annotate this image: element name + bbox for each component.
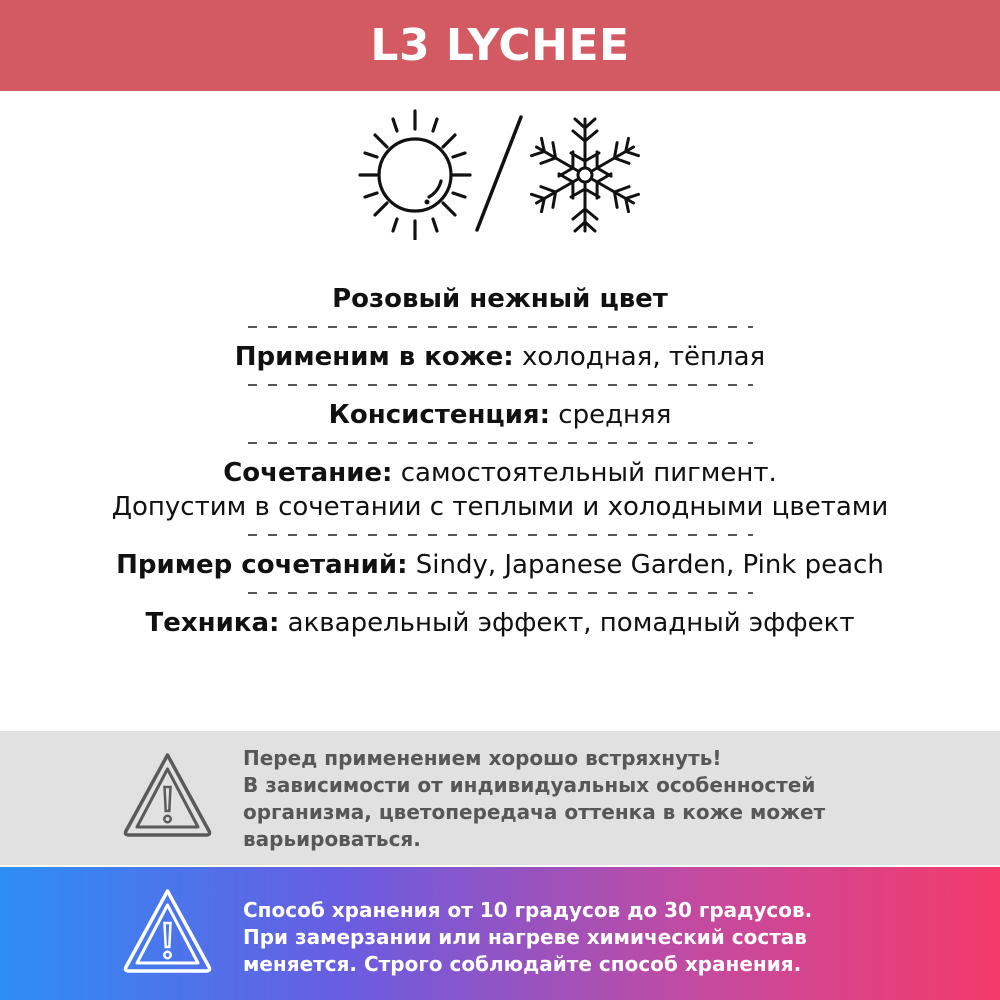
combination-details: Допустим в сочетании с теплыми и холодными цветами (111, 492, 889, 522)
dashed-divider (248, 326, 753, 328)
consistency-value: средняя (550, 400, 672, 430)
combination-label: Сочетание: (223, 458, 393, 488)
examples-row (116, 548, 884, 582)
dashed-divider (248, 442, 753, 444)
sun-icon (360, 111, 470, 239)
technique-label: Техника: (145, 608, 280, 638)
storage-notice-text: Способ хранения от 10 градусов до 30 градусов. При замерзании или нагреве химический состав меняется. Строго соблюдайте способ хранения. (243, 898, 813, 976)
warning-icon (120, 749, 215, 844)
skin-type-value: холодная, тёплая (513, 342, 766, 372)
skin-type-label: Применим в коже: (234, 342, 514, 372)
dashed-divider (248, 384, 753, 386)
product-specs (0, 282, 1000, 640)
examples-value: Sindy, Japanese Garden, Pink peach (407, 550, 884, 580)
warning-icon (120, 885, 215, 980)
header-banner (0, 0, 1000, 91)
technique-row (145, 606, 854, 640)
combination-value: самостоятельный пигмент. (392, 458, 777, 488)
separator-slash (477, 117, 521, 230)
consistency-row (329, 398, 672, 432)
combination-row (223, 456, 777, 490)
dashed-divider (248, 534, 753, 536)
skin-type-row (235, 340, 765, 374)
technique-value: акварельный эффект, помадный эффект (279, 608, 855, 638)
shake-notice-text: Перед применением хорошо встряхнуть! В зависимости от индивидуальных особенностей организма, цветопередача оттенка в коже может варьироваться. (243, 746, 826, 851)
consistency-label: Консистенция: (328, 400, 551, 430)
season-icons (355, 105, 650, 240)
storage-notice (0, 867, 1000, 1000)
dashed-divider (248, 592, 753, 594)
product-title: L3 LYCHEE (370, 20, 630, 71)
snowflake-icon (530, 119, 641, 231)
color-description: Розовый нежный цвет (332, 284, 668, 314)
examples-label: Пример сочетаний: (116, 550, 408, 580)
shake-notice (0, 731, 1000, 865)
